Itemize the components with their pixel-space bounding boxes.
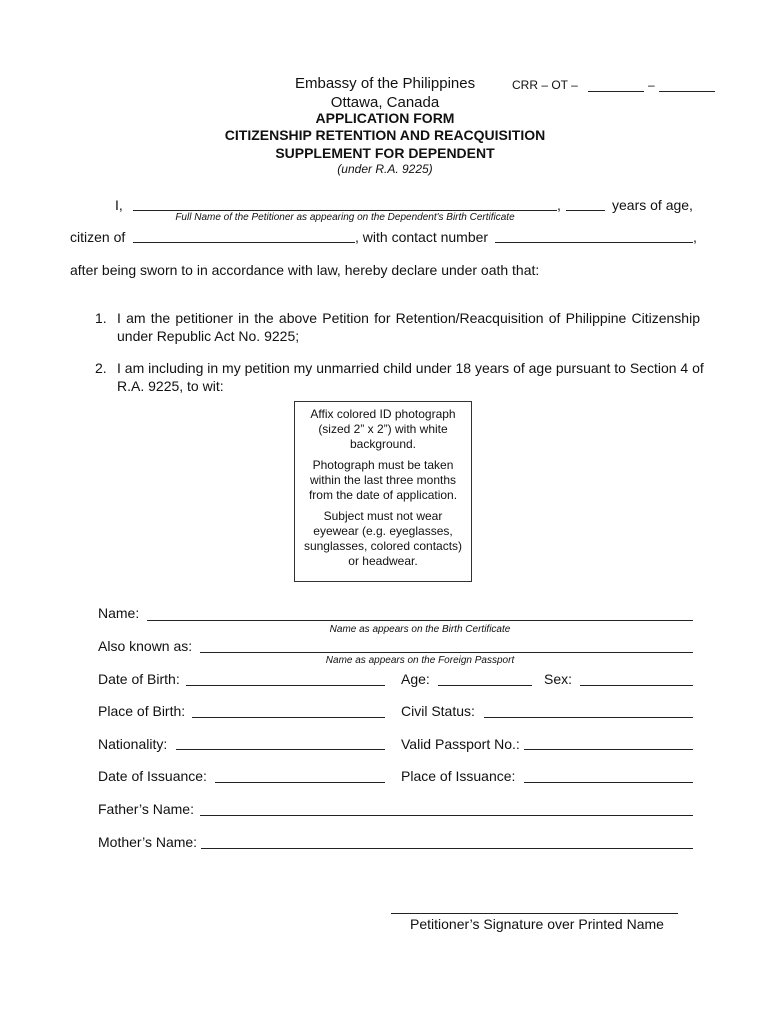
law-reference: (under R.A. 9225) bbox=[337, 162, 433, 176]
form-subtitle: CITIZENSHIP RETENTION AND REACQUISITION bbox=[224, 127, 546, 143]
item-1-number: 1. bbox=[95, 310, 107, 326]
declaration-comma: , bbox=[557, 197, 561, 213]
petitioner-name-hint: Full Name of the Petitioner as appearing on the Dependent's Birth Certificate bbox=[175, 212, 515, 223]
aka-field[interactable] bbox=[200, 652, 693, 653]
item-2-line-2: R.A. 9225, to wit: bbox=[117, 378, 224, 394]
form-title: APPLICATION FORM bbox=[315, 110, 455, 126]
passport-field[interactable] bbox=[524, 749, 693, 750]
nationality-field[interactable] bbox=[176, 749, 385, 750]
embassy-name: Embassy of the Philippines bbox=[295, 75, 476, 92]
name-field[interactable] bbox=[147, 620, 693, 621]
item-2-line-1: I am including in my petition my unmarried child under 18 years of age pursuant to Section 4 of bbox=[117, 360, 704, 376]
reference-prefix: CRR – OT – bbox=[512, 78, 578, 92]
sex-label: Sex: bbox=[544, 671, 573, 687]
aka-label: Also known as: bbox=[98, 638, 193, 654]
photo-placeholder[interactable] bbox=[294, 401, 472, 582]
citizenship-field[interactable] bbox=[133, 242, 355, 243]
mother-name-label: Mother’s Name: bbox=[98, 834, 198, 850]
item-1-line-1: I am the petitioner in the above Petition for Retention/Reacquisition of Philippine Citizenship bbox=[117, 310, 700, 326]
declaration-trailing-comma: , bbox=[693, 229, 697, 245]
civil-status-label: Civil Status: bbox=[401, 703, 475, 719]
sworn-statement: after being sworn to in accordance with law, hereby declare under oath that: bbox=[70, 262, 540, 278]
pob-label: Place of Birth: bbox=[98, 703, 186, 719]
form-supplement-title: SUPPLEMENT FOR DEPENDENT bbox=[275, 145, 495, 161]
signature-line[interactable] bbox=[391, 913, 678, 914]
sex-field[interactable] bbox=[580, 685, 693, 686]
father-name-field[interactable] bbox=[200, 815, 693, 816]
petitioner-name-field[interactable] bbox=[133, 210, 557, 211]
item-1-line-2: under Republic Act No. 9225; bbox=[117, 328, 300, 344]
place-issuance-field[interactable] bbox=[524, 782, 693, 783]
reference-separator: – bbox=[648, 78, 655, 92]
age-label: Age: bbox=[401, 671, 430, 687]
name-hint: Name as appears on the Birth Certificate bbox=[329, 624, 511, 635]
age-field[interactable] bbox=[438, 685, 532, 686]
contact-number-label: , with contact number bbox=[355, 229, 489, 245]
passport-label: Valid Passport No.: bbox=[401, 736, 520, 752]
nationality-label: Nationality: bbox=[98, 736, 168, 752]
reference-field-2[interactable] bbox=[659, 91, 715, 92]
declaration-i: I, bbox=[115, 197, 123, 213]
petitioner-age-field[interactable] bbox=[566, 210, 605, 211]
date-issuance-field[interactable] bbox=[215, 782, 385, 783]
reference-field-1[interactable] bbox=[588, 91, 644, 92]
dob-label: Date of Birth: bbox=[98, 671, 180, 687]
aka-hint: Name as appears on the Foreign Passport bbox=[325, 655, 515, 666]
civil-status-field[interactable] bbox=[484, 717, 693, 718]
contact-number-field[interactable] bbox=[495, 242, 693, 243]
pob-field[interactable] bbox=[192, 717, 385, 718]
place-issuance-label: Place of Issuance: bbox=[401, 768, 516, 784]
mother-name-field[interactable] bbox=[201, 848, 693, 849]
date-issuance-label: Date of Issuance: bbox=[98, 768, 207, 784]
father-name-label: Father’s Name: bbox=[98, 801, 194, 817]
photo-instruction-eyewear: Subject must not wear eyewear (e.g. eyeglasses, sunglasses, colored contacts) or headwear. bbox=[303, 509, 463, 568]
dob-field[interactable] bbox=[186, 685, 385, 686]
photo-instruction-size: Affix colored ID photograph (sized 2” x 2”) with white background. bbox=[310, 407, 456, 451]
years-of-age-label: years of age, bbox=[612, 197, 693, 213]
photo-instruction-recency: Photograph must be taken within the last three months from the date of application. bbox=[308, 458, 458, 502]
embassy-city: Ottawa, Canada bbox=[330, 94, 440, 111]
citizen-of-label: citizen of bbox=[70, 229, 126, 245]
item-2-number: 2. bbox=[95, 360, 107, 376]
name-label: Name: bbox=[98, 605, 140, 621]
signature-label: Petitioner’s Signature over Printed Name bbox=[410, 916, 664, 932]
